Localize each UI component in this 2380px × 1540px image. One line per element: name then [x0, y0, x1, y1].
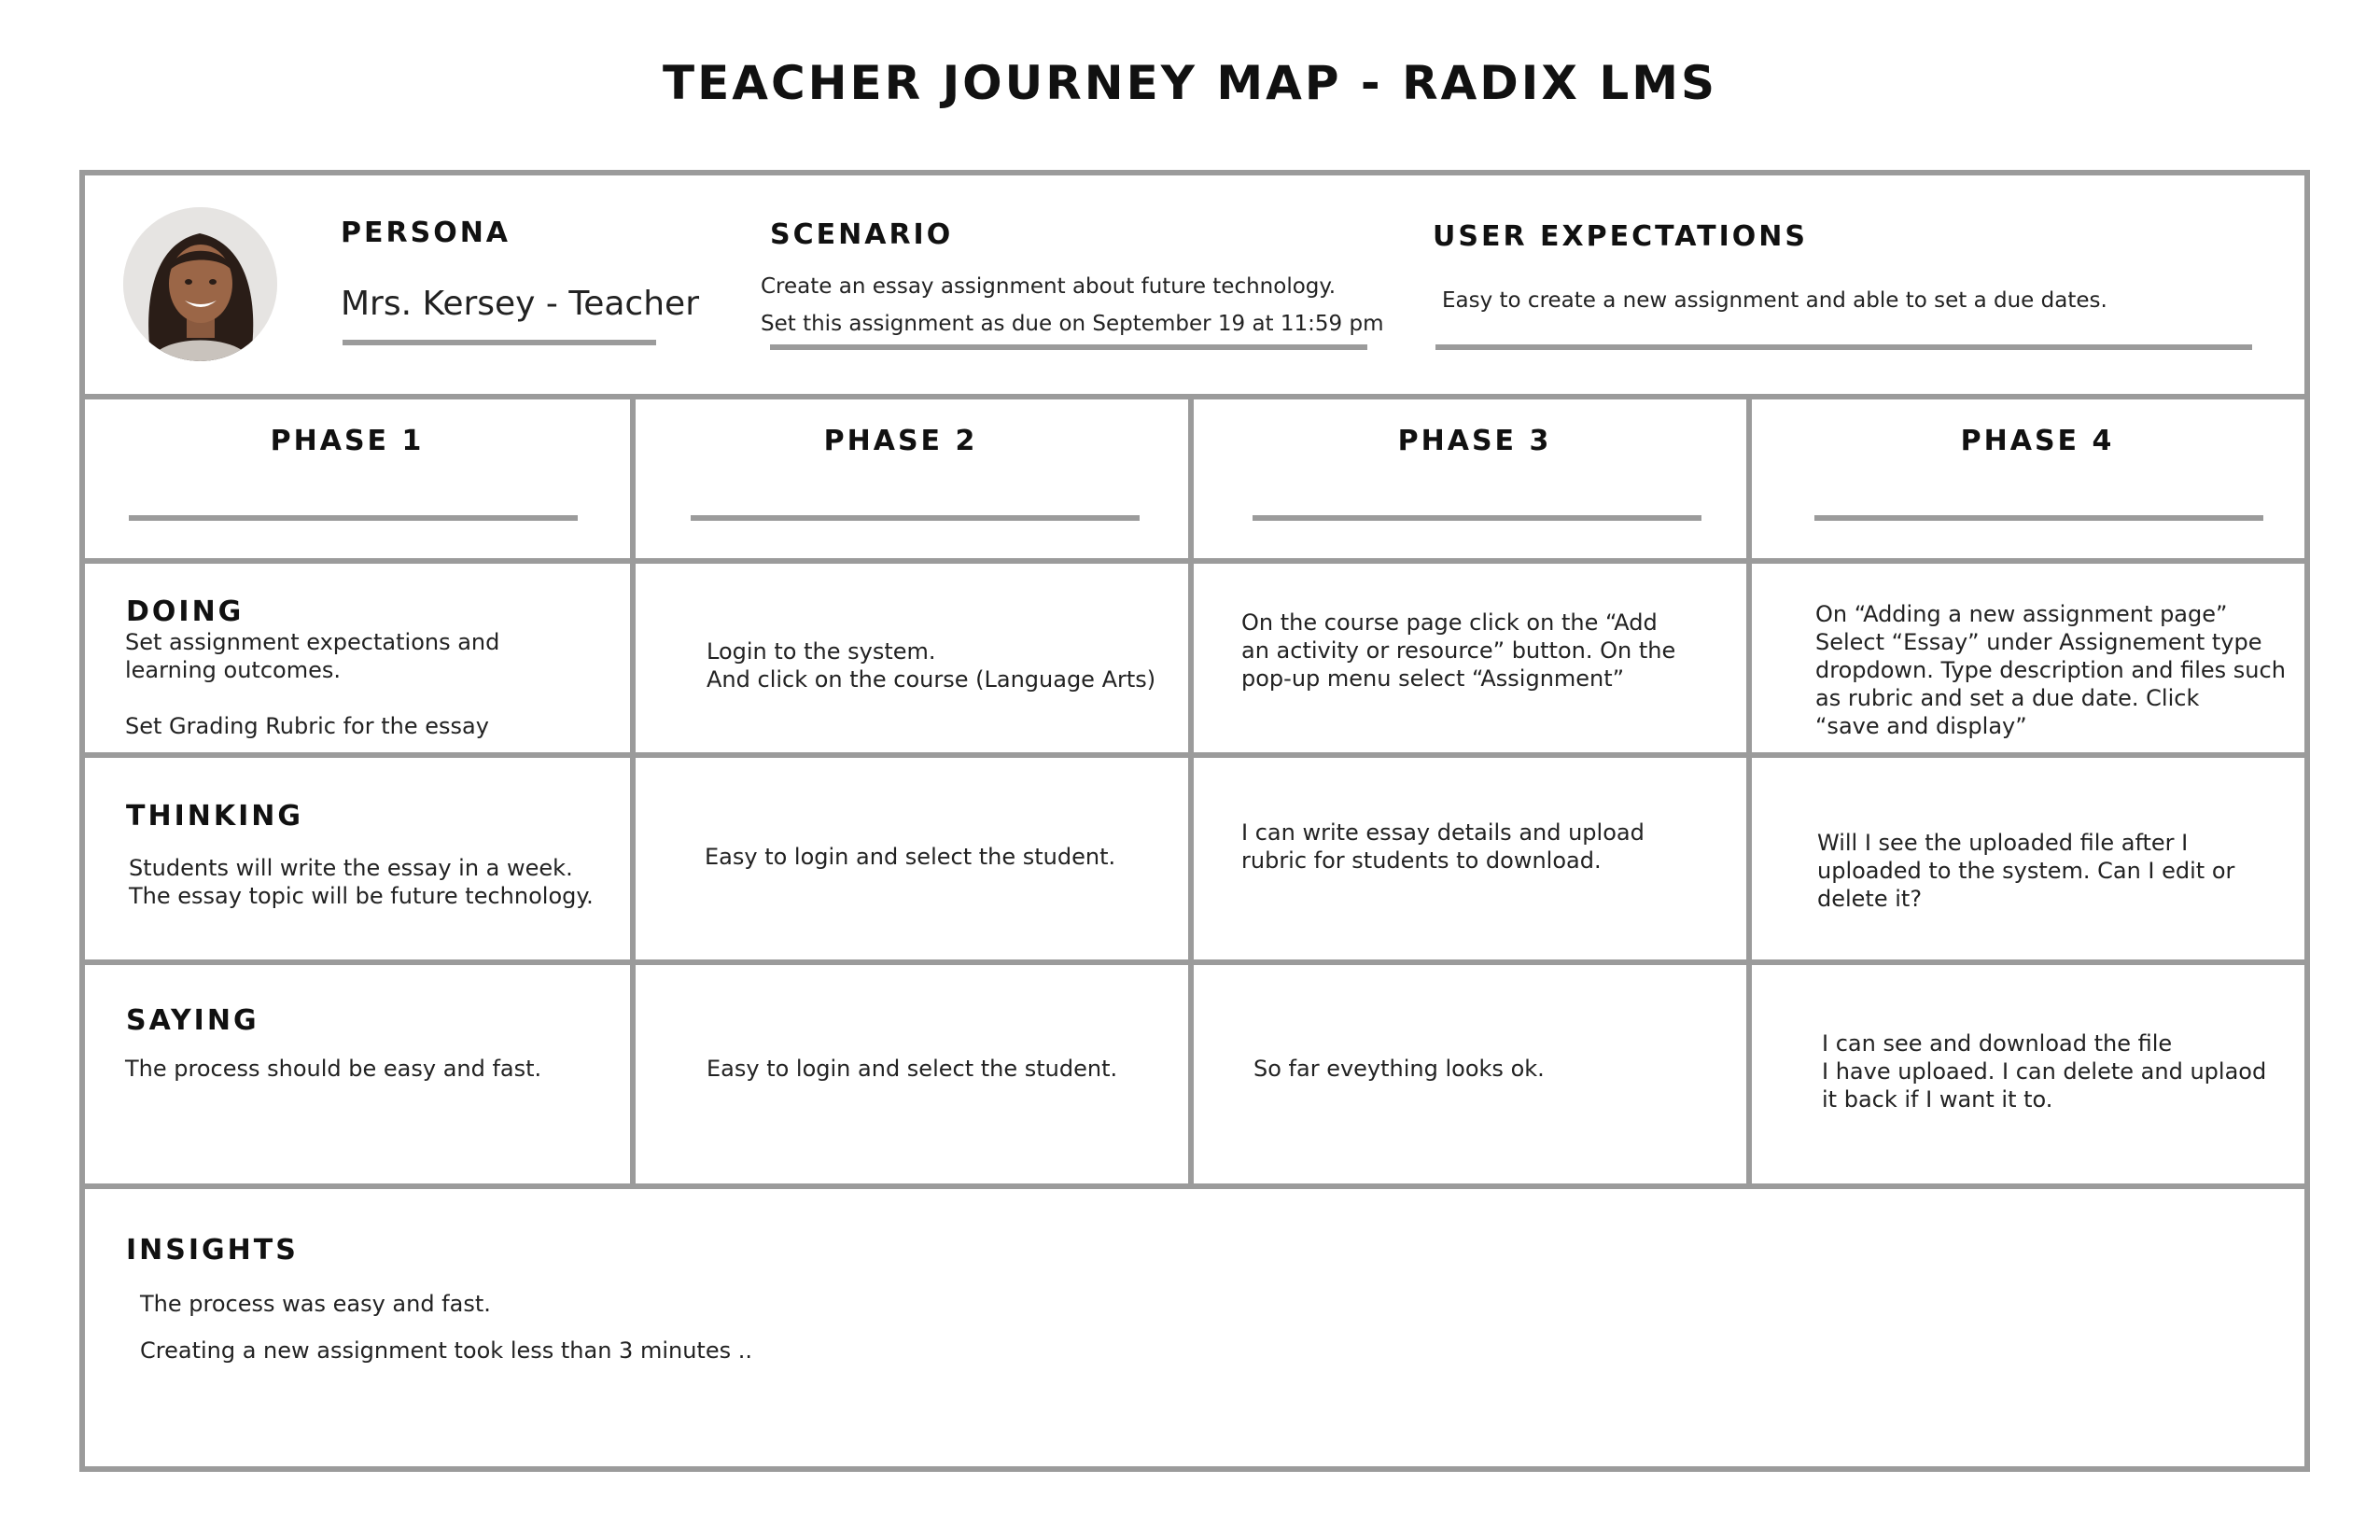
doing-cell-4 [1815, 600, 2286, 740]
cell-line: Will I see the uploaded file after I [1817, 830, 2189, 856]
cell-line: And click on the course (Language Arts) [707, 666, 1156, 693]
cell-line: The essay topic will be future technology. [129, 883, 594, 909]
doing-row-divider [82, 752, 2307, 758]
thinking-cell-1 [129, 854, 594, 910]
cell-line: On the course page click on the “Add [1241, 609, 1658, 636]
cell-line: delete it? [1817, 886, 1923, 912]
persona-underline [343, 340, 656, 345]
scenario-text [761, 268, 1383, 343]
cell-line: an activity or resource” button. On the [1241, 637, 1676, 664]
page-title: TEACHER JOURNEY MAP - RADIX LMS [663, 56, 1717, 110]
scenario-underline [770, 344, 1367, 350]
doing-cell-2 [707, 637, 1155, 693]
phase-1-underline [129, 515, 578, 521]
phase-1-label: PHASE 1 [270, 425, 425, 457]
scenario-label: SCENARIO [770, 218, 954, 251]
doing-label: DOING [126, 595, 245, 628]
persona-avatar [123, 207, 277, 361]
phase-2-underline [691, 515, 1140, 521]
cell-line: Set assignment expectations and [125, 629, 500, 655]
thinking-cell-4 [1817, 829, 2234, 913]
expectations-underline [1435, 344, 2252, 350]
header-divider [82, 394, 2307, 399]
insights-text [140, 1281, 752, 1374]
column-divider-1 [630, 394, 636, 1189]
insight-line: The process was easy and fast. [140, 1291, 491, 1317]
phase-3-label: PHASE 3 [1397, 425, 1552, 457]
line-gap [125, 684, 499, 712]
saying-cell-4 [1822, 1029, 2266, 1113]
column-divider-2 [1188, 394, 1194, 1189]
thinking-cell-2 [705, 843, 1115, 871]
insights-label: INSIGHTS [126, 1234, 299, 1267]
saying-cell-2 [707, 1055, 1117, 1083]
cell-line: The process should be easy and fast. [125, 1056, 542, 1082]
cell-line: So far eveything looks ok. [1253, 1056, 1545, 1082]
cell-line: I have uploaed. I can delete and uplaod [1822, 1058, 2267, 1085]
thinking-cell-3 [1241, 819, 1645, 875]
avatar-image [123, 207, 277, 361]
cell-line: pop-up menu select “Assignment” [1241, 665, 1625, 692]
persona-name: Mrs. Kersey - Teacher [341, 285, 699, 323]
expectations-text: Easy to create a new assignment and able to set a due dates. [1442, 288, 2107, 313]
expectations-label: USER EXPECTATIONS [1433, 220, 1808, 253]
saying-label: SAYING [126, 1004, 259, 1037]
cell-line: On “Adding a new assignment page” [1815, 601, 2228, 627]
thinking-row-divider [82, 959, 2307, 965]
cell-line: uploaded to the system. Can I edit or [1817, 858, 2235, 884]
cell-line: as rubric and set a due date. Click [1815, 685, 2200, 711]
cell-line: Students will write the essay in a week. [129, 855, 573, 881]
scenario-line: Create an essay assignment about future technology. [761, 274, 1337, 299]
doing-cell-1 [125, 628, 499, 740]
cell-line: I can write essay details and upload [1241, 819, 1645, 846]
cell-line: Set Grading Rubric for the essay [125, 713, 489, 739]
insight-line: Creating a new assignment took less than 3 minutes .. [140, 1337, 752, 1364]
saying-cell-3 [1253, 1055, 1545, 1083]
doing-cell-3 [1241, 609, 1675, 693]
column-divider-3 [1746, 394, 1752, 1189]
saying-cell-1 [125, 1055, 541, 1083]
persona-label: PERSONA [341, 217, 511, 249]
phase-4-label: PHASE 4 [1960, 425, 2115, 457]
cell-line: Login to the system. [707, 638, 936, 665]
phase-row-divider [82, 558, 2307, 564]
phase-2-label: PHASE 2 [823, 425, 978, 457]
cell-line: rubric for students to download. [1241, 847, 1602, 874]
journey-map-frame [79, 170, 2310, 1472]
cell-line: learning outcomes. [125, 657, 341, 683]
thinking-label: THINKING [126, 800, 303, 833]
phase-4-underline [1814, 515, 2263, 521]
scenario-line: Set this assignment as due on September 19 at 11:59 pm [761, 312, 1384, 336]
cell-line: Easy to login and select the student. [707, 1056, 1118, 1082]
cell-line: “save and display” [1815, 713, 2027, 739]
cell-line: it back if I want it to. [1822, 1086, 2053, 1113]
cell-line: dropdown. Type description and files such [1815, 657, 2286, 683]
saying-row-divider [82, 1183, 2307, 1189]
cell-line: Select “Essay” under Assignement type [1815, 629, 2262, 655]
cell-line: Easy to login and select the student. [705, 844, 1116, 870]
phase-3-underline [1253, 515, 1701, 521]
cell-line: I can see and download the file [1822, 1030, 2173, 1057]
